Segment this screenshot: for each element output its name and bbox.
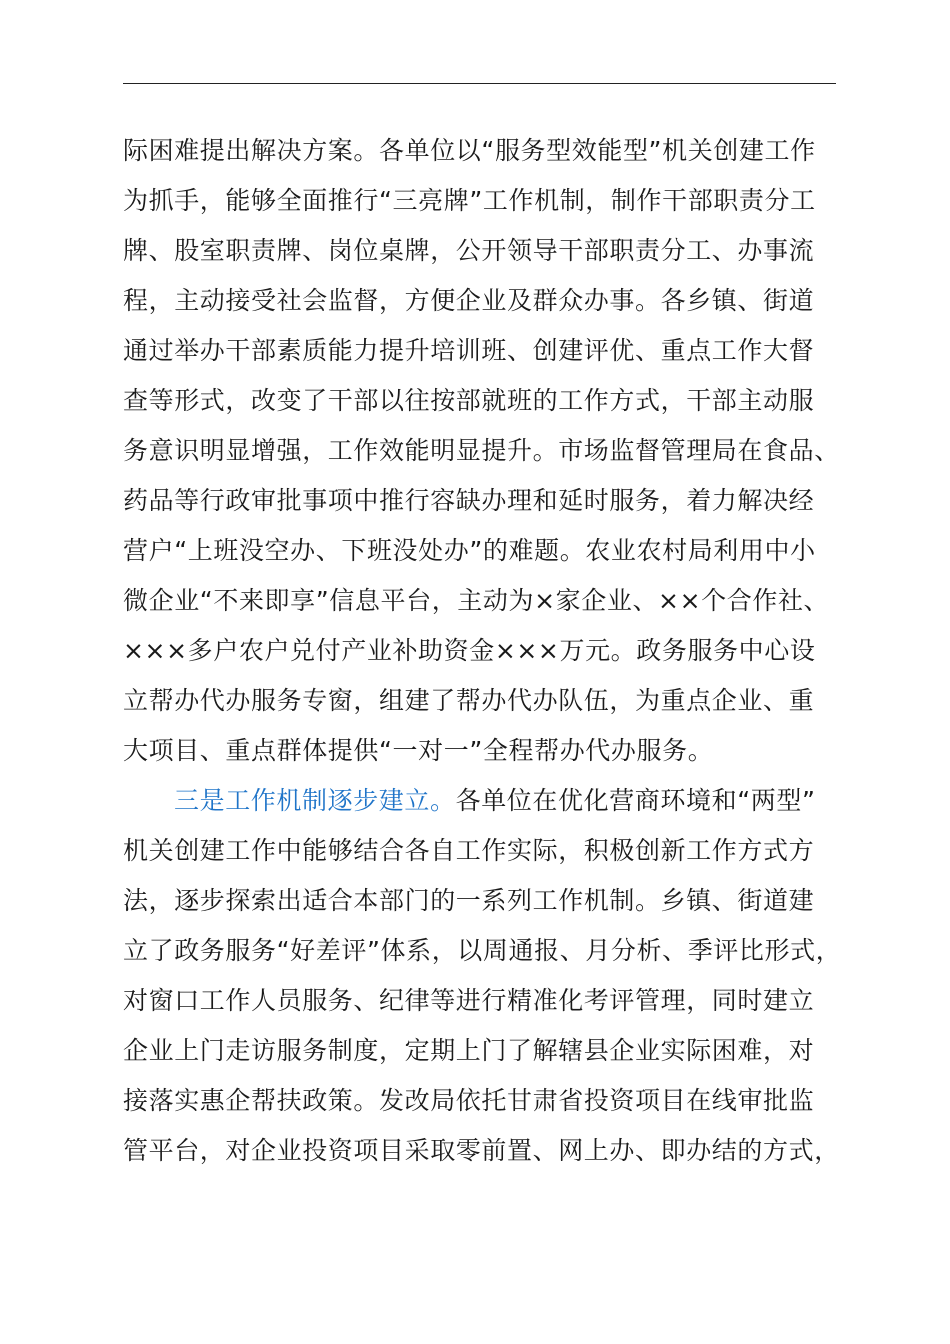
- paragraph-1-line: 际困难提出解决方案。各单位以“服务型效能型”机关创建工作: [123, 136, 816, 165]
- paragraph-2-first-line: [123, 776, 843, 826]
- paragraph-1-line: 微企业“不来即享”信息平台，主动为×家企业、××个合作社、: [123, 586, 830, 615]
- paragraph-2-line: 机关创建工作中能够结合各自工作实际，积极创新工作方式方: [123, 836, 815, 865]
- paragraph-1-line: ×××多户农户兑付产业补助资金×××万元。政务服务中心设: [123, 636, 816, 665]
- paragraph-2-line: 法，逐步探索出适合本部门的一系列工作机制。乡镇、街道建: [123, 886, 815, 915]
- paragraph-2: [123, 776, 843, 1176]
- paragraph-2-line: 对窗口工作人员服务、纪律等进行精准化考评管理，同时建立: [123, 986, 815, 1015]
- paragraph-1-line: 大项目、重点群体提供“一对一”全程帮办代办服务。: [123, 736, 714, 765]
- paragraph-1-line: 务意识明显增强，工作效能明显提升。市场监督管理局在食品、: [123, 436, 840, 465]
- document-body: [123, 126, 843, 1176]
- paragraph-2-lead-text: 各单位在优化营商环境和“两型”: [455, 786, 816, 815]
- paragraph-1-line: 程，主动接受社会监督，方便企业及群众办事。各乡镇、街道: [123, 286, 815, 315]
- paragraph-1-line: 牌、股室职责牌、岗位桌牌，公开领导干部职责分工、办事流: [123, 236, 815, 265]
- paragraph-2-line: 企业上门走访服务制度，定期上门了解辖县企业实际困难，对: [123, 1036, 815, 1065]
- paragraph-1-line: 查等形式，改变了干部以往按部就班的工作方式，干部主动服: [123, 386, 815, 415]
- paragraph-1-line: 通过举办干部素质能力提升培训班、创建评优、重点工作大督: [123, 336, 815, 365]
- paragraph-1-line: 为抓手，能够全面推行“三亮牌”工作机制，制作干部职责分工: [123, 186, 816, 215]
- section-heading: 三是工作机制逐步建立。: [174, 786, 456, 815]
- header-rule: [123, 83, 836, 84]
- paragraph-1: [123, 126, 843, 776]
- paragraph-1-line: 药品等行政审批事项中推行容缺办理和延时服务，着力解决经: [123, 486, 815, 515]
- paragraph-2-line: 接落实惠企帮扶政策。发改局依托甘肃省投资项目在线审批监: [123, 1086, 815, 1115]
- paragraph-2-line: 管平台，对企业投资项目采取零前置、网上办、即办结的方式，: [123, 1136, 840, 1165]
- paragraph-1-line: 立帮办代办服务专窗，组建了帮办代办队伍，为重点企业、重: [123, 686, 815, 715]
- paragraph-2-line: 立了政务服务“好差评”体系，以周通报、月分析、季评比形式，: [123, 936, 842, 965]
- paragraph-1-line: 营户“上班没空办、下班没处办”的难题。农业农村局利用中小: [123, 536, 816, 565]
